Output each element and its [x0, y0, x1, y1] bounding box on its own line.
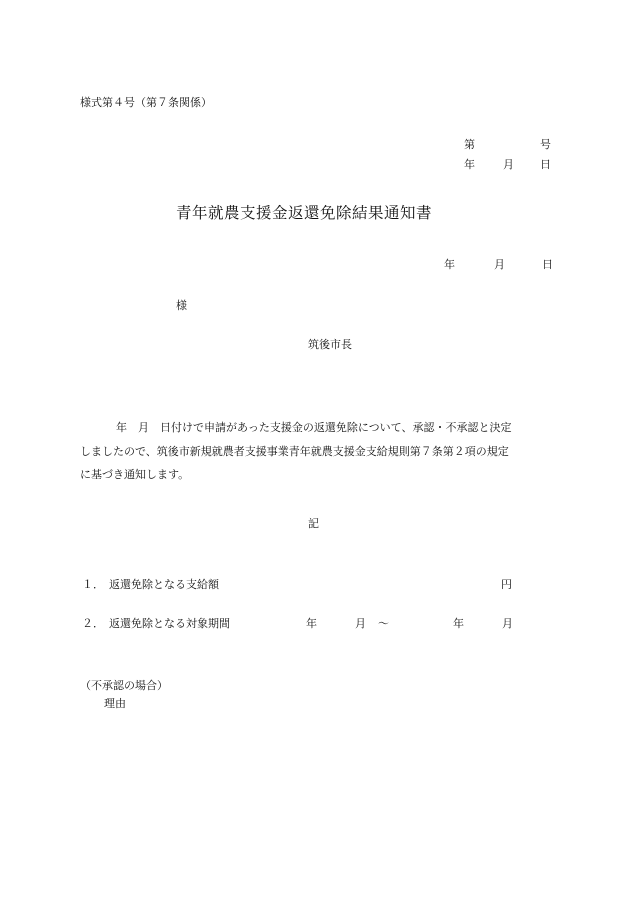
- date-second-day: 日: [542, 258, 553, 271]
- ref-go: 号: [540, 138, 551, 151]
- item-2-label: 返還免除となる対象期間: [109, 617, 230, 630]
- form-number: 様式第４号（第７条関係）: [80, 96, 212, 109]
- ki-heading: 記: [308, 517, 319, 530]
- date-top-year: 年: [464, 158, 475, 171]
- item-2-tilde: ～: [378, 617, 389, 630]
- item-2-to-year: 年: [453, 617, 464, 630]
- date-second-month: 月: [494, 258, 505, 271]
- item-1-unit: 円: [501, 578, 512, 591]
- disapproval-heading: （不承認の場合）: [80, 679, 168, 692]
- item-2-from-month: 月: [355, 617, 366, 630]
- body-line-1: 年 月 日付けで申請があった支援金の返還免除について、承認・不承認と決定: [116, 421, 512, 434]
- body-line-2: しましたので、筑後市新規就農者支援事業青年就農支援金支給規則第７条第２項の規定: [80, 444, 509, 458]
- item-2-number: ２．: [82, 617, 104, 630]
- document-title: 青年就農支援金返還免除結果通知書: [176, 204, 433, 222]
- item-2-from-year: 年: [306, 617, 317, 630]
- item-2-to-month: 月: [502, 617, 513, 630]
- item-1-label: 返還免除となる支給額: [109, 578, 219, 591]
- date-top-day: 日: [540, 158, 551, 171]
- recipient-honorific: 様: [176, 299, 187, 312]
- date-top-month: 月: [503, 158, 514, 171]
- notice-body: [80, 416, 560, 487]
- disapproval-reason-label: 理由: [104, 697, 126, 710]
- sender-name: 筑後市長: [308, 338, 352, 351]
- body-line-3: に基づき通知します。: [80, 468, 190, 481]
- date-second-year: 年: [444, 258, 455, 271]
- item-1-number: １．: [82, 578, 104, 591]
- ref-dai: 第: [464, 138, 475, 151]
